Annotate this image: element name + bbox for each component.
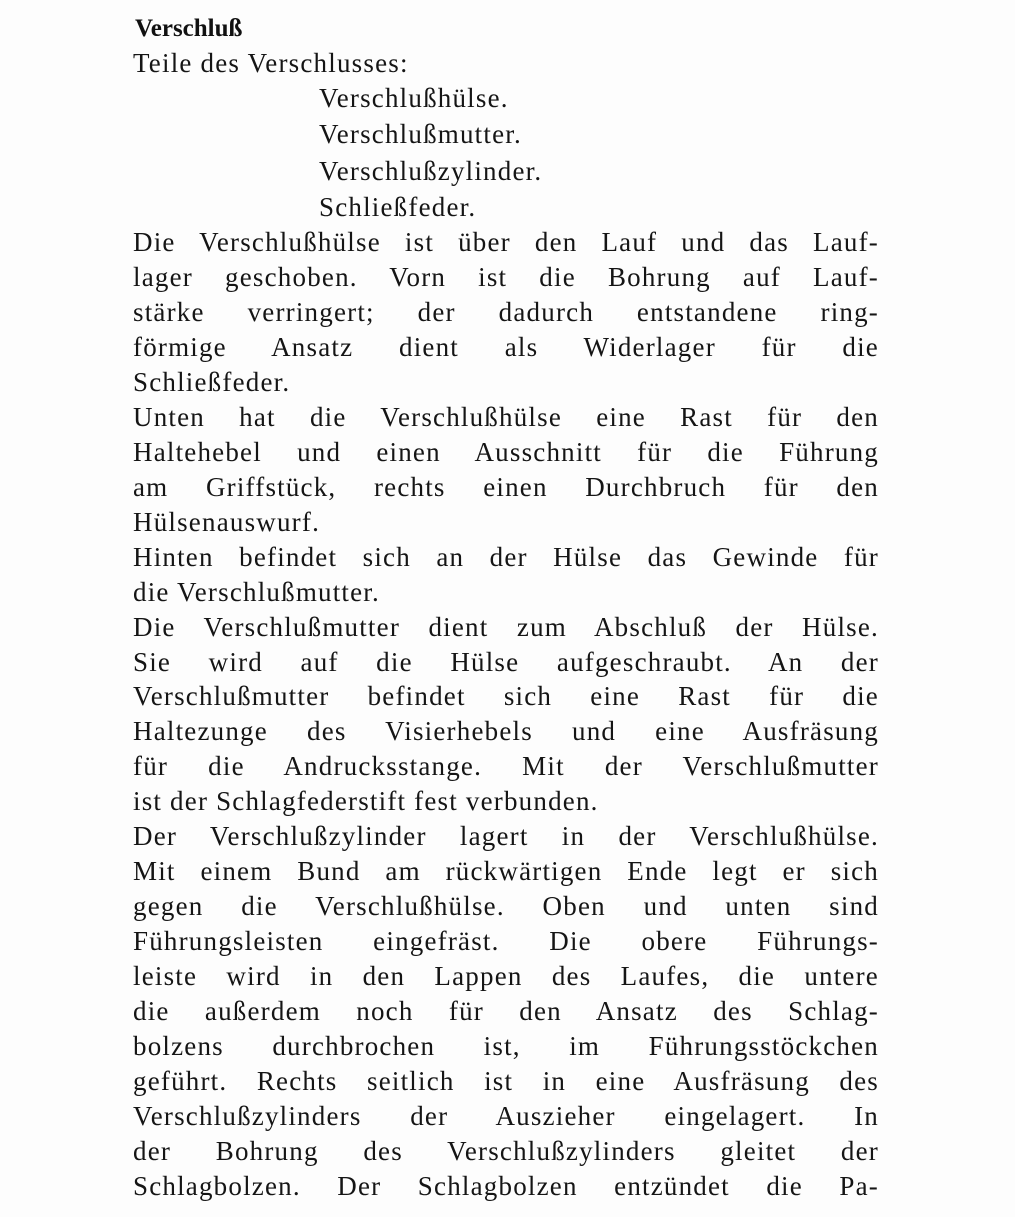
paragraph-line: bolzens durchbrochen ist, im Führungsstöckchen bbox=[133, 1031, 879, 1062]
intro-line: Teile des Verschlusses: bbox=[133, 48, 409, 78]
part-list-item: Verschlußhülse. bbox=[319, 83, 509, 113]
part-list-item: Verschlußzylinder. bbox=[319, 155, 543, 186]
paragraph-line: Verschlußzylinders der Auszieher eingelagert. In bbox=[133, 1101, 879, 1131]
part-list-item: Schließfeder. bbox=[319, 191, 477, 222]
paragraph-line: Hinten befindet sich an der Hülse das Gewinde für bbox=[133, 541, 879, 572]
paragraph-line: Führungsleisten eingefräst. Die obere Führungs- bbox=[133, 926, 879, 957]
paragraph-line: Unten hat die Verschlußhülse eine Rast für den bbox=[133, 401, 879, 432]
paragraph-line: gegen die Verschlußhülse. Oben und unten sind bbox=[133, 891, 879, 922]
paragraph-line: lager geschoben. Vorn ist die Bohrung auf Lauf- bbox=[133, 261, 879, 292]
paragraph-line: Die Verschlußmutter dient zum Abschluß der Hülse. bbox=[133, 611, 879, 642]
paragraph-line: Schlagbolzen. Der Schlagbolzen entzündet die Pa- bbox=[133, 1170, 879, 1201]
paragraph-line: geführt. Rechts seitlich ist in eine Ausfräsung des bbox=[133, 1066, 879, 1097]
paragraph-line: Haltehebel und einen Ausschnitt für die Führung bbox=[133, 436, 879, 467]
paragraph-line: Hülsenauswurf. bbox=[133, 506, 321, 537]
paragraph-line: leiste wird in den Lappen des Laufes, die untere bbox=[133, 961, 879, 992]
section-heading: Verschluß bbox=[135, 15, 243, 42]
paragraph-line: die Verschlußmutter. bbox=[133, 576, 380, 607]
paragraph-line: ist der Schlagfederstift fest verbunden. bbox=[133, 786, 599, 817]
paragraph-line: die außerdem noch für den Ansatz des Schlag- bbox=[133, 996, 879, 1027]
paragraph-line: Die Verschlußhülse ist über den Lauf und das Lauf- bbox=[133, 227, 879, 257]
part-list-item: Verschlußmutter. bbox=[319, 119, 522, 150]
paragraph-line: der Bohrung des Verschlußzylinders gleitet der bbox=[133, 1135, 879, 1166]
paragraph-line: Sie wird auf die Hülse aufgeschraubt. An der bbox=[133, 646, 879, 677]
paragraph-line: Haltezunge des Visierhebels und eine Ausfräsung bbox=[133, 716, 879, 747]
paragraph-line: förmige Ansatz dient als Widerlager für die bbox=[133, 331, 879, 362]
paragraph-line: Der Verschlußzylinder lagert in der Verschlußhülse. bbox=[133, 821, 879, 852]
paragraph-line: am Griffstück, rechts einen Durchbruch für den bbox=[133, 471, 879, 502]
paragraph-line: Schließfeder. bbox=[133, 366, 291, 397]
paragraph-line: für die Andrucksstange. Mit der Verschlußmutter bbox=[133, 751, 879, 782]
paragraph-line: Verschlußmutter befindet sich eine Rast für die bbox=[133, 681, 879, 712]
paragraph-line: Mit einem Bund am rückwärtigen Ende legt er sich bbox=[133, 856, 879, 887]
paragraph-line: stärke verringert; der dadurch entstandene ring- bbox=[133, 296, 879, 327]
